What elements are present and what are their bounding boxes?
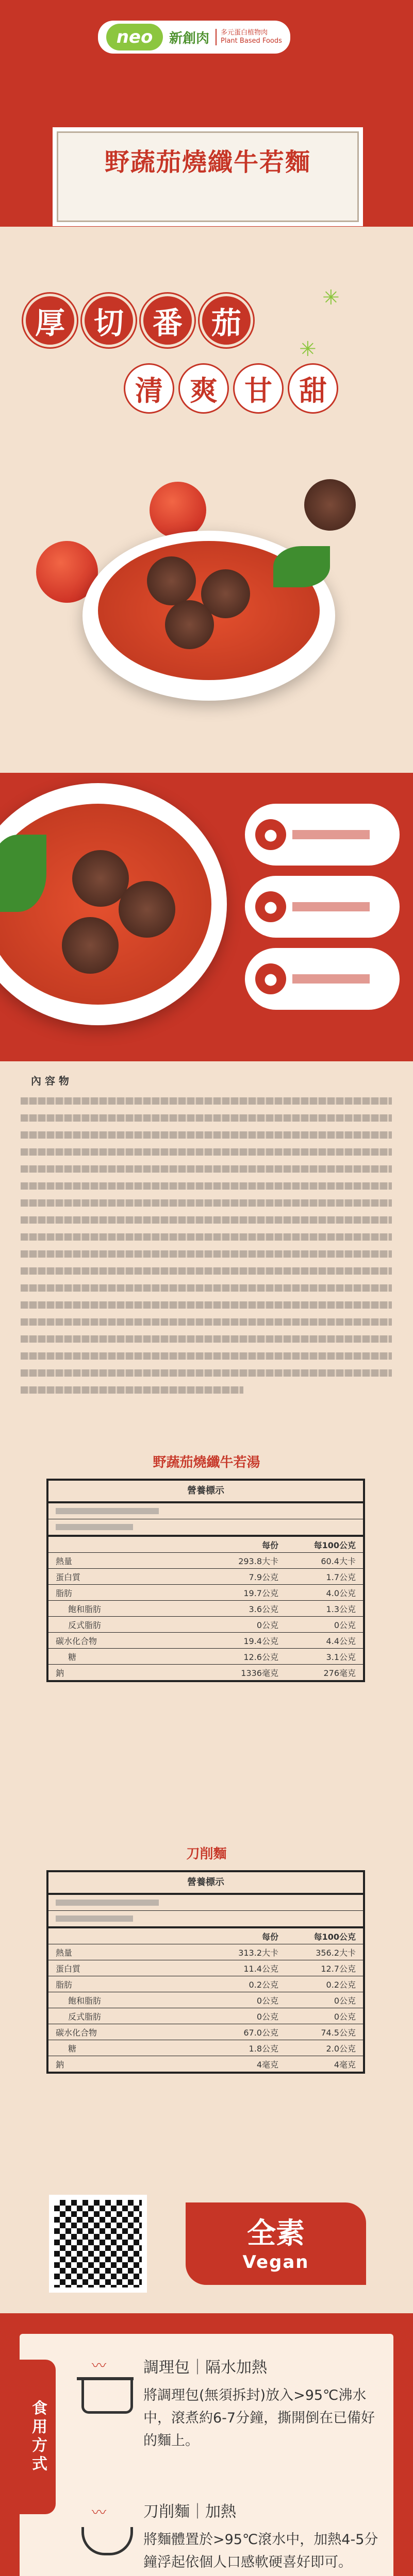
- serving-info-row: [48, 1501, 363, 1519]
- brand-subtitle: [216, 29, 282, 45]
- tagline-char: 番: [141, 294, 194, 347]
- table-row: 飽和脂肪 0公克 0公克: [48, 1992, 363, 2008]
- table-row: 蛋白質 7.9公克 1.7公克: [48, 1568, 363, 1584]
- brand-logo-row: [98, 21, 290, 54]
- brand-name: 新創肉: [169, 30, 210, 46]
- table-row: 反式脂肪 0公克 0公克: [48, 1616, 363, 1632]
- vegan-section: [0, 2184, 413, 2308]
- product-photo-top: [0, 479, 413, 778]
- feature-title: [292, 902, 370, 911]
- neo-logo: neo: [106, 24, 163, 50]
- table-row: 糖 1.8公克 2.0公克: [48, 2040, 363, 2056]
- meatball-image: [304, 479, 356, 531]
- page-title: 野蔬茄燒纖牛若麵: [104, 148, 311, 177]
- nutrition-header-row: [48, 1926, 363, 1944]
- meatball-image: [62, 917, 119, 974]
- steam-icon: 〰: [92, 2357, 107, 2374]
- nutrition-table-title: 營養標示: [187, 1877, 224, 1888]
- table-row: 糖 12.6公克 3.1公克: [48, 1648, 363, 1664]
- qr-code[interactable]: [49, 2195, 147, 2293]
- noodle-bowl-icon: [81, 2527, 133, 2555]
- meatball-image: [147, 556, 196, 605]
- usage-step-1: [143, 2354, 381, 2452]
- tagline-section: [0, 289, 413, 484]
- meatball-icon: ●: [255, 819, 286, 850]
- tagline-char: 切: [82, 294, 136, 347]
- step-1-body: 將調理包(無須拆封)放入>95℃沸水中，滾煮約6-7分鐘，撕開倒在已備好的麵上。: [143, 2387, 375, 2449]
- table-row: 碳水化合物 67.0公克 74.5公克: [48, 2024, 363, 2040]
- col-per-serving: 每份: [261, 1540, 278, 1550]
- ingredients-text: [21, 1097, 392, 1403]
- title-card: [57, 131, 359, 222]
- table-row: 鈉 1336毫克 276毫克: [48, 1664, 363, 1680]
- table-row: 飽和脂肪 3.6公克 1.3公克: [48, 1600, 363, 1616]
- feature-title: [292, 830, 370, 839]
- brand-subtitle-en: Plant Based Foods: [221, 37, 282, 45]
- pot-icon: [81, 2380, 133, 2414]
- tagline-row-1: [23, 294, 253, 347]
- vegan-badge: [186, 2202, 366, 2285]
- tagline-char: 爽: [178, 363, 229, 414]
- feature-badge: [245, 876, 400, 938]
- usage-section: [0, 2313, 413, 2576]
- feature-badge: [245, 804, 400, 866]
- meatball-image: [165, 600, 214, 649]
- serving-info-row: [48, 1893, 363, 1910]
- tagline-row-2: [124, 363, 338, 414]
- brand-subtitle-cn: 多元蛋白植物肉: [221, 29, 268, 37]
- table-row: 脂肪 19.7公克 4.0公克: [48, 1584, 363, 1600]
- col-per-100g: 每100公克: [313, 1540, 356, 1550]
- serving-info-row: [48, 1910, 363, 1926]
- bowl-icon: ●: [255, 963, 286, 994]
- noodle-nutrition-table: [46, 1870, 365, 2074]
- tagline-char: 甜: [288, 363, 338, 414]
- feature-badge: [245, 948, 400, 1010]
- feature-title: [292, 974, 370, 984]
- noodle-nutrition-heading: 刀削麵: [186, 1846, 227, 1862]
- usage-card: [20, 2334, 393, 2576]
- table-row: 脂肪 0.2公克 0.2公克: [48, 1976, 363, 1992]
- steam-icon: 〰: [92, 2504, 107, 2521]
- ingredients-title: 內 容 物: [31, 1075, 69, 1087]
- table-row: 熱量 293.8大卡 60.4大卡: [48, 1552, 363, 1568]
- table-row: 蛋白質 11.4公克 12.7公克: [48, 1960, 363, 1976]
- tomato-icon: ●: [255, 891, 286, 922]
- table-row: 反式脂肪 0公克 0公克: [48, 2008, 363, 2024]
- vegan-en: Vegan: [242, 2252, 309, 2273]
- table-row: 熱量 313.2大卡 356.2大卡: [48, 1944, 363, 1960]
- table-row: 碳水化合物 19.4公克 4.4公克: [48, 1632, 363, 1648]
- tagline-char: 茄: [200, 294, 253, 347]
- ingredients-section: [0, 1061, 413, 1432]
- feature-band: [0, 773, 413, 1061]
- tagline-char: 厚: [23, 294, 77, 347]
- greens-image: [273, 546, 330, 587]
- tagline-char: 清: [124, 363, 174, 414]
- step-2-title: 刀削麵｜加熱: [143, 2503, 236, 2521]
- col-per-serving: 每份: [261, 1931, 278, 1942]
- col-per-100g: 每100公克: [313, 1931, 356, 1942]
- tagline-char: 甘: [233, 363, 284, 414]
- nutrition-table-title: 營養標示: [187, 1485, 224, 1496]
- serving-info-row: [48, 1519, 363, 1535]
- vegan-cn: 全素: [247, 2217, 305, 2250]
- step-1-title: 調理包｜隔水加熱: [143, 2359, 267, 2377]
- soup-nutrition-table: [46, 1479, 365, 1682]
- usage-step-2: [143, 2499, 381, 2574]
- hero-section: [0, 0, 413, 314]
- nutrition-header-row: [48, 1535, 363, 1552]
- tomato-slice-image: [150, 482, 206, 538]
- meatball-image: [119, 881, 175, 938]
- sparkle-icon: ✳: [322, 289, 340, 310]
- step-2-body: 將麵體置於>95℃滾水中，加熱4-5分鐘浮起依個人口感軟硬喜好即可。: [143, 2532, 378, 2570]
- table-row: 鈉 4毫克 4毫克: [48, 2056, 363, 2072]
- soup-nutrition-heading: 野蔬茄燒纖牛若湯: [153, 1455, 260, 1470]
- usage-label: 食用方式: [20, 2360, 56, 2514]
- sparkle-icon: ✳: [299, 337, 317, 361]
